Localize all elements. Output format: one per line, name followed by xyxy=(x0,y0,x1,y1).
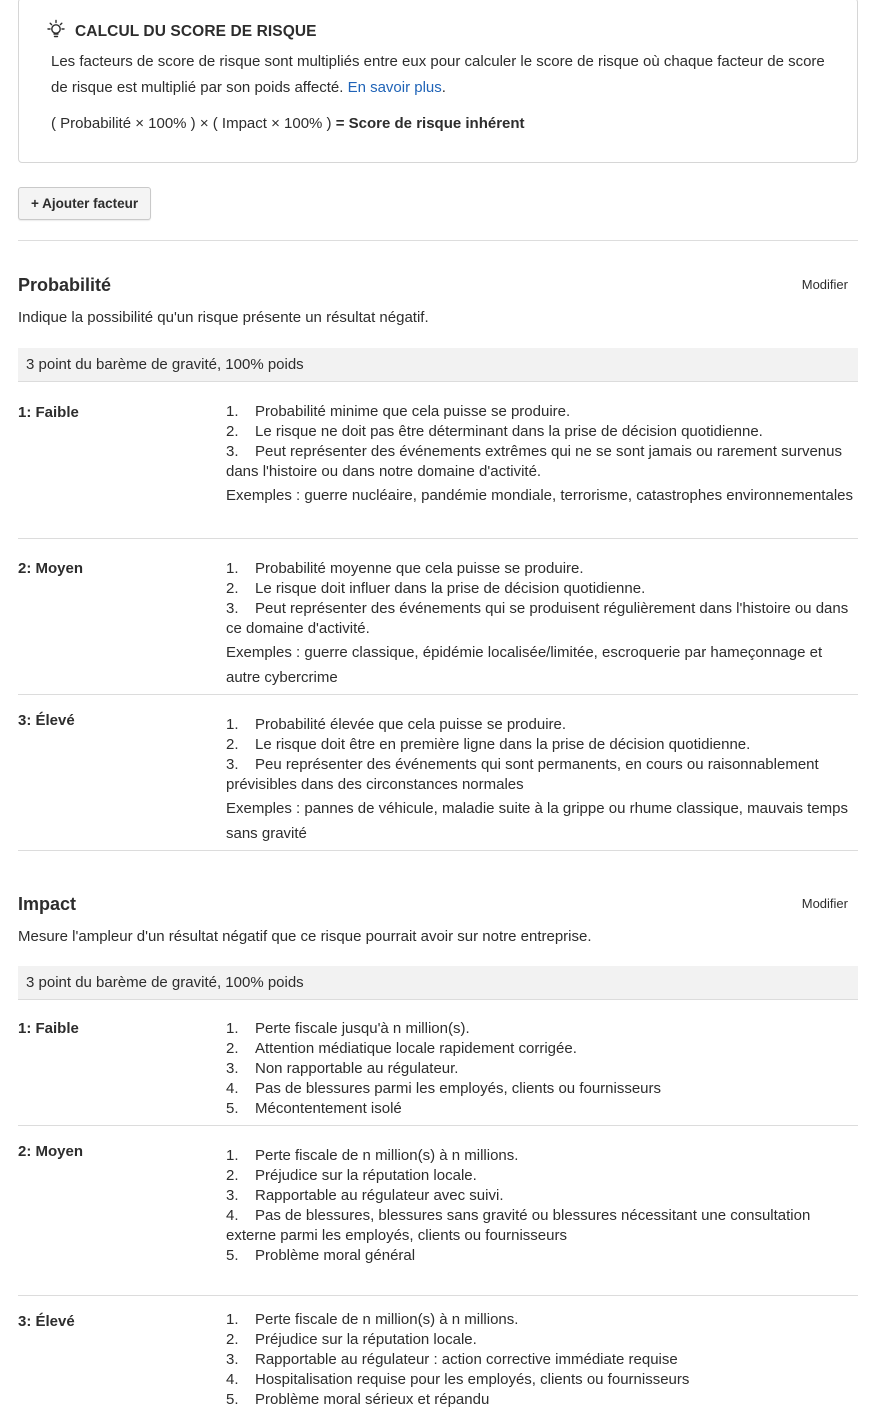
list-item: 1. Perte fiscale jusqu'à n million(s). xyxy=(226,1020,470,1037)
factor-description: Indique la possibilité qu'un risque présente un résultat négatif. xyxy=(18,309,429,326)
level-name: 1: Faible xyxy=(18,404,79,421)
list-item: 3. Rapportable au régulateur : action corrective immédiate requise xyxy=(226,1351,678,1368)
level-criteria-list xyxy=(226,1310,858,1410)
list-item: 5. Mécontentement isolé xyxy=(226,1100,402,1117)
list-item: 3. Non rapportable au régulateur. xyxy=(226,1060,459,1077)
level-criteria-list xyxy=(226,715,858,795)
risk-score-info-box xyxy=(18,0,858,163)
level-description xyxy=(226,1310,858,1410)
info-title-row xyxy=(45,19,317,45)
risk-formula xyxy=(51,115,525,132)
list-item: 4. Pas de blessures, blessures sans gravité ou blessures nécessitant une consultation externe parmi les employés, clients ou fournisseurs xyxy=(226,1207,811,1244)
add-factor-button[interactable]: + Ajouter facteur xyxy=(18,187,151,220)
level-description xyxy=(226,402,858,508)
scale-summary: 3 point du barème de gravité, 100% poids xyxy=(18,966,858,1000)
edit-factor-button[interactable]: Modifier xyxy=(801,277,848,292)
level-criteria-list xyxy=(226,559,858,639)
level-row xyxy=(18,695,858,851)
list-item: 4. Hospitalisation requise pour les employés, clients ou fournisseurs xyxy=(226,1371,690,1388)
factor-title: Impact xyxy=(18,894,77,914)
list-item: 2. Attention médiatique locale rapidement corrigée. xyxy=(226,1040,577,1057)
list-item: 3. Peut représenter des événements qui se produisent régulièrement dans l'histoire ou dans ce domaine d'activité. xyxy=(226,600,849,637)
scale-summary: 3 point du barème de gravité, 100% poids xyxy=(18,348,858,382)
list-item: 3. Peut représenter des événements extrêmes qui ne se sont jamais ou rarement survenus dans l'histoire ou dans notre domaine d'activité. xyxy=(226,443,842,480)
divider xyxy=(18,240,858,241)
level-criteria-list xyxy=(226,402,858,482)
list-item: 2. Le risque doit influer dans la prise de décision quotidienne. xyxy=(226,580,646,597)
list-item: 1. Perte fiscale de n million(s) à n millions. xyxy=(226,1147,519,1164)
list-item: 2. Préjudice sur la réputation locale. xyxy=(226,1331,477,1348)
formula-result: = Score de risque inhérent xyxy=(335,115,525,132)
list-item: 1. Probabilité minime que cela puisse se produire. xyxy=(226,403,571,420)
level-name: 2: Moyen xyxy=(18,1143,84,1160)
info-description-text: Les facteurs de score de risque sont multipliés entre eux pour calculer le score de risque où chaque facteur de score de risque est multiplié par son poids affecté. xyxy=(51,53,825,96)
factor-section-impact xyxy=(18,894,858,1420)
level-criteria-list xyxy=(226,1146,858,1266)
level-name: 2: Moyen xyxy=(18,560,84,577)
formula-left: ( Probabilité × 100% ) × ( Impact × 100% ) xyxy=(51,115,332,132)
factor-title: Probabilité xyxy=(18,275,112,295)
list-item: 5. Problème moral général xyxy=(226,1247,416,1264)
level-examples: Exemples : guerre classique, épidémie localisée/limitée, escroquerie par hameçonnage et autre cybercrime xyxy=(226,644,823,686)
level-row xyxy=(18,1296,858,1420)
level-description xyxy=(226,1146,858,1266)
list-item: 2. Préjudice sur la réputation locale. xyxy=(226,1167,477,1184)
lightbulb-icon xyxy=(45,19,75,45)
learn-more-link[interactable]: En savoir plus xyxy=(347,79,442,96)
list-item: 1. Probabilité moyenne que cela puisse se produire. xyxy=(226,560,584,577)
level-name: 1: Faible xyxy=(18,1020,79,1037)
level-row xyxy=(18,382,858,539)
info-description: Les facteurs de score de risque sont multipliés entre eux pour calculer le score de risque où chaque facteur de score de risque est multiplié par son poids affecté. En savoir plus. xyxy=(51,53,825,96)
level-criteria-list xyxy=(226,1019,858,1119)
list-item: 2. Le risque ne doit pas être déterminant dans la prise de décision quotidienne. xyxy=(226,423,763,440)
list-item: 3. Peu représenter des événements qui sont permanents, en cours ou raisonnablement prévisibles dans des circonstances normales xyxy=(226,756,819,793)
factor-section-probabilite xyxy=(18,275,858,851)
list-item: 1. Perte fiscale de n million(s) à n millions. xyxy=(226,1311,519,1328)
edit-factor-button[interactable]: Modifier xyxy=(801,896,848,911)
level-description xyxy=(226,715,858,846)
level-examples: Exemples : pannes de véhicule, maladie suite à la grippe ou rhume classique, mauvais temps sans gravité xyxy=(226,800,849,842)
level-name: 3: Élevé xyxy=(18,1313,75,1330)
list-item: 4. Pas de blessures parmi les employés, clients ou fournisseurs xyxy=(226,1080,662,1097)
level-name: 3: Élevé xyxy=(18,712,75,729)
level-description xyxy=(226,559,858,690)
factor-description: Mesure l'ampleur d'un résultat négatif que ce risque pourrait avoir sur notre entreprise. xyxy=(18,928,592,945)
list-item: 2. Le risque doit être en première ligne dans la prise de décision quotidienne. xyxy=(226,736,751,753)
list-item: 1. Probabilité élevée que cela puisse se produire. xyxy=(226,716,567,733)
level-row xyxy=(18,1126,858,1296)
list-item: 5. Problème moral sérieux et répandu xyxy=(226,1391,490,1408)
level-row xyxy=(18,539,858,695)
level-description xyxy=(226,1019,858,1119)
level-row xyxy=(18,1000,858,1126)
list-item: 3. Rapportable au régulateur avec suivi. xyxy=(226,1187,504,1204)
level-examples: Exemples : guerre nucléaire, pandémie mondiale, terrorisme, catastrophes environnementales xyxy=(226,487,853,504)
info-title: CALCUL DU SCORE DE RISQUE xyxy=(75,23,317,40)
